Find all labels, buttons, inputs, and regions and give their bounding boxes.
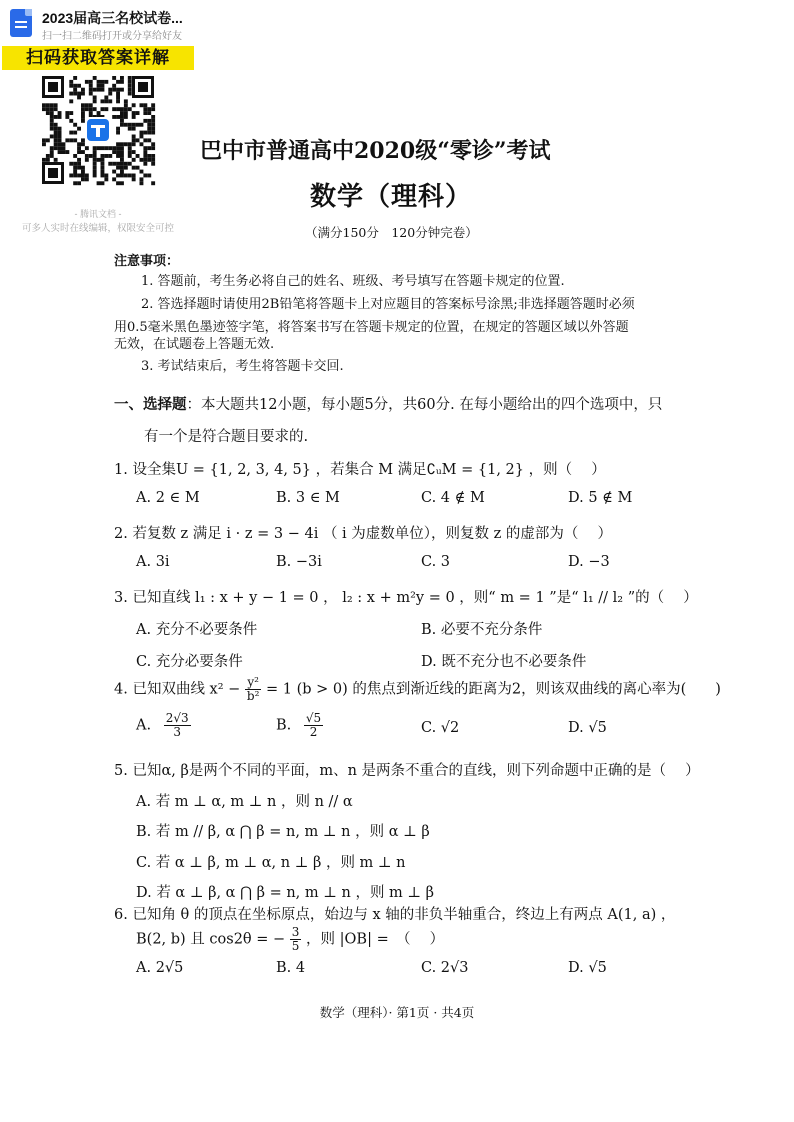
q2-option-d: D. −3: [568, 554, 610, 570]
notice-line: 3. 考试结束后，考生将答题卡交回.: [141, 359, 344, 374]
question-1-stem: 1. 设全集U = {1, 2, 3, 4, 5} ，若集合 M 满足∁ᵤM = {1, 2} ，则（ ）: [114, 462, 606, 478]
notice-line: 无效，在试题卷上答题无效.: [114, 337, 275, 352]
notice-line: 用0.5毫米黑色墨迹签字笔，将答案书写在答题卡规定的位置，在规定的答题区域以外答题: [114, 320, 629, 335]
q6-option-b: B. 4: [276, 960, 306, 976]
scan-banner: 扫码获取答案详解: [2, 46, 194, 70]
q6-option-d: D. √5: [568, 960, 607, 976]
question-4-stem: 4. 已知双曲线 x² − $\frac{\text{y²}}{\text{b²}}$ = 1 (b > 0) 的焦点到渐近线的距离为2，则该双曲线的离心率为( ): [114, 675, 721, 703]
question-5-stem: 5. 已知α, β是两个不同的平面，m、n 是两条不重合的直线，则下列命题中正确的是（ ）: [114, 763, 700, 779]
q3-option-a: A. 充分不必要条件: [136, 622, 258, 638]
q4-option-a: A. $\frac{2√3}{3}$: [136, 711, 189, 739]
q1-option-a: A. 2 ∈ M: [136, 490, 200, 506]
q4-option-d: D. √5: [568, 720, 607, 736]
document-icon: [10, 9, 32, 37]
exam-info: （满分150分 120分钟完卷）: [305, 225, 478, 240]
q3-option-d: D. 既不充分也不必要条件: [421, 654, 587, 670]
q1-option-c: C. 4 ∉ M: [421, 490, 485, 506]
q5-option-c: C. 若 α ⊥ β, m ⊥ α, n ⊥ β ，则 m ⊥ n: [136, 855, 406, 871]
tencent-docs-desc: 可多人实时在线编辑，权限安全可控: [21, 223, 174, 234]
section-desc: ：本大题共12小题，每小题5分，共60分. 在每小题给出的四个选项中，只: [186, 397, 663, 413]
question-3-stem: 3. 已知直线 l₁ : x + y − 1 = 0 ， l₂ : x + m²y = 0 ，则“ m = 1 ”是“ l₁ // l₂ ”的（ ）: [114, 590, 698, 606]
q3-option-b: B. 必要不充分条件: [421, 622, 543, 638]
q3-option-c: C. 充分必要条件: [136, 654, 243, 670]
q2-option-a: A. 3i: [136, 554, 170, 570]
q5-option-d: D. 若 α ⊥ β, α ⋂ β = n, m ⊥ n ，则 m ⊥ β: [136, 885, 435, 901]
exam-subject: 数学（理科）: [310, 182, 473, 212]
q6-option-c: C. 2√3: [421, 960, 469, 976]
q1-option-d: D. 5 ∉ M: [568, 490, 633, 506]
qr-code[interactable]: [40, 74, 156, 186]
fraction: $\frac{\text{y²}}{\text{b²}}$: [246, 675, 260, 703]
doc-subtitle: 扫一扫二维码打开或分享给好友: [42, 31, 182, 42]
q4-option-b: B. $\frac{√5}{2}$: [276, 711, 322, 739]
section-desc-2: 有一个是符合题目要求的.: [144, 429, 309, 445]
notice-heading: 注意事项：: [114, 254, 180, 269]
notice-line: 1. 答题前，考生务必将自己的姓名、班级、考号填写在答题卡规定的位置.: [141, 274, 565, 289]
tencent-docs-label: - 腾讯文档 -: [74, 209, 122, 219]
q2-option-b: B. −3i: [276, 554, 322, 570]
exam-title: 巴中市普通高中2020级“零诊”考试: [200, 138, 551, 164]
section-header: [114, 393, 662, 414]
q4-option-c: C. √2: [421, 720, 460, 736]
section-label: 一、选择题: [114, 396, 187, 413]
notice-line: 2. 答选择题时请使用2B铅笔将答题卡上对应题目的答案标号涂黑;非选择题答题时必须: [141, 297, 635, 312]
q5-option-a: A. 若 m ⊥ α, m ⊥ n ，则 n // α: [136, 794, 353, 810]
question-6-stem-2: B(2, b) 且 cos2θ = − $\frac{3}{5}$ ，则 |OB| = （ ）: [136, 925, 445, 953]
question-6-stem-1: 6. 已知角 θ 的顶点在坐标原点，始边与 x 轴的非负半轴重合，终边上有两点 A(1, a) ，: [114, 907, 676, 923]
question-2-stem: 2. 若复数 z 满足 i · z = 3 − 4i （ i 为虚数单位），则复数 z 的虚部为（ ）: [114, 526, 613, 542]
q6-option-a: A. 2√5: [136, 960, 184, 976]
q1-option-b: B. 3 ∈ M: [276, 490, 340, 506]
q2-option-c: C. 3: [421, 554, 451, 570]
doc-title[interactable]: 2023届高三名校试卷...: [42, 10, 183, 26]
q5-option-b: B. 若 m // β, α ⋂ β = n, m ⊥ n ，则 α ⊥ β: [136, 824, 430, 840]
page-footer: 数学（理科）· 第1页 · 共4页: [319, 1005, 475, 1020]
